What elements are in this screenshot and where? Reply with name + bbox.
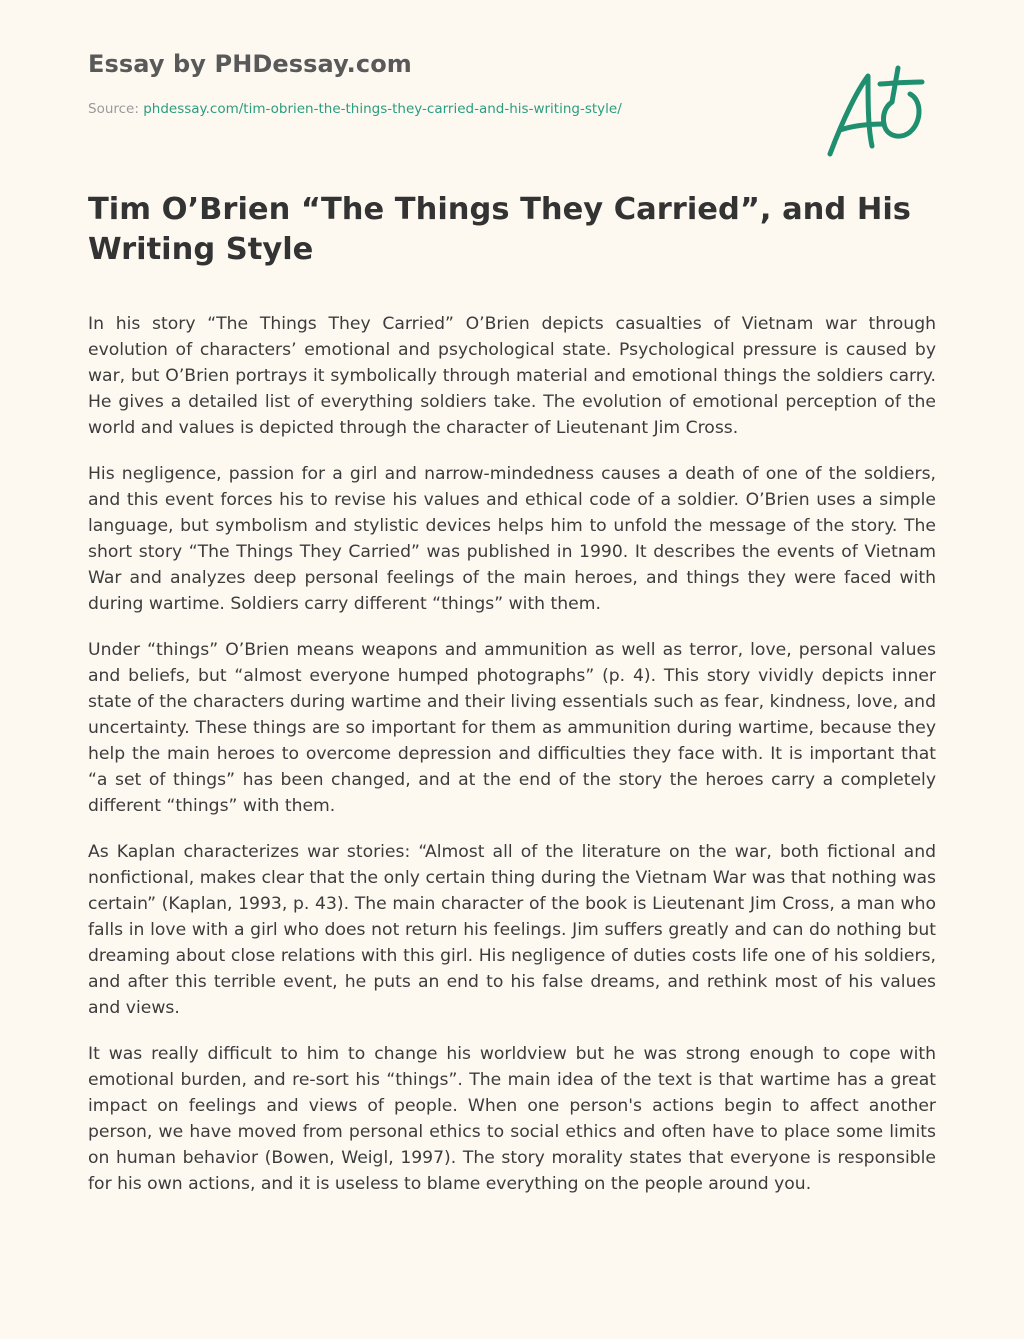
essay-body [88,311,936,1217]
site-brand: Essay by PHDessay.com [88,50,412,78]
a-plus-logo-icon [822,62,932,162]
essay-paragraph: His negligence, passion for a girl and narrow-mindedness causes a death of one of the soldiers, and this event forces his to revise his values and ethical code of a soldier. O’Brien uses a simple language, but symbolism and stylistic devices helps him to unfold the message of the story. The short story “The Things They Carried” was published in 1990. It describes the events of Vietnam War and analyzes deep personal feelings of the main heroes, and things they were faced with during wartime. Soldiers carry different “things” with them. [88,464,936,614]
essay-paragraph: It was really difficult to him to change his worldview but he was strong enough to cope with emotional burden, and re-sort his “things”. The main idea of the text is that wartime has a great impact on feelings and views of people. When one person's actions begin to affect another person, we have moved from personal ethics to social ethics and often have to place some limits on human behavior (Bowen, Weigl, 1997). The story morality states that everyone is responsible for his own actions, and it is useless to blame everything on the people around you. [88,1044,936,1194]
essay-title: Tim O’Brien “The Things They Carried”, and His Writing Style [88,192,911,267]
source-link[interactable]: phdessay.com/tim-obrien-the-things-they-carried-and-his-writing-style/ [143,101,622,117]
source-label: Source: [88,101,144,117]
source-line [88,101,622,117]
essay-paragraph: As Kaplan characterizes war stories: “Almost all of the literature on the war, both fictional and nonfictional, makes clear that the only certain thing during the Vietnam War was that nothing was certain” (Kaplan, 1993, p. 43). The main character of the book is Lieutenant Jim Cross, a man who falls in love with a girl who does not return his feelings. Jim suffers greatly and can do nothing but dreaming about close relations with this girl. His negligence of duties costs life one of his soldiers, and after this terrible event, he puts an end to his false dreams, and rethink most of his values and views. [88,842,936,1018]
essay-paragraph: Under “things” O’Brien means weapons and ammunition as well as terror, love, personal values and beliefs, but “almost everyone humped photographs” (p. 4). This story vividly depicts inner state of the characters during wartime and their living essentials such as fear, kindness, love, and uncertainty. These things are so important for them as ammunition during wartime, because they help the main heroes to overcome depression and difficulties they face with. It is important that “a set of things” has been changed, and at the end of the story the heroes carry a completely different “things” with them. [88,640,936,816]
essay-paragraph: In his story “The Things They Carried” O’Brien depicts casualties of Vietnam war through evolution of characters’ emotional and psychological state. Psychological pressure is caused by war, but O’Brien portrays it symbolically through material and emotional things the soldiers carry. He gives a detailed list of everything soldiers take. The evolution of emotional perception of the world and values is depicted through the character of Lieutenant Jim Cross. [88,314,936,438]
